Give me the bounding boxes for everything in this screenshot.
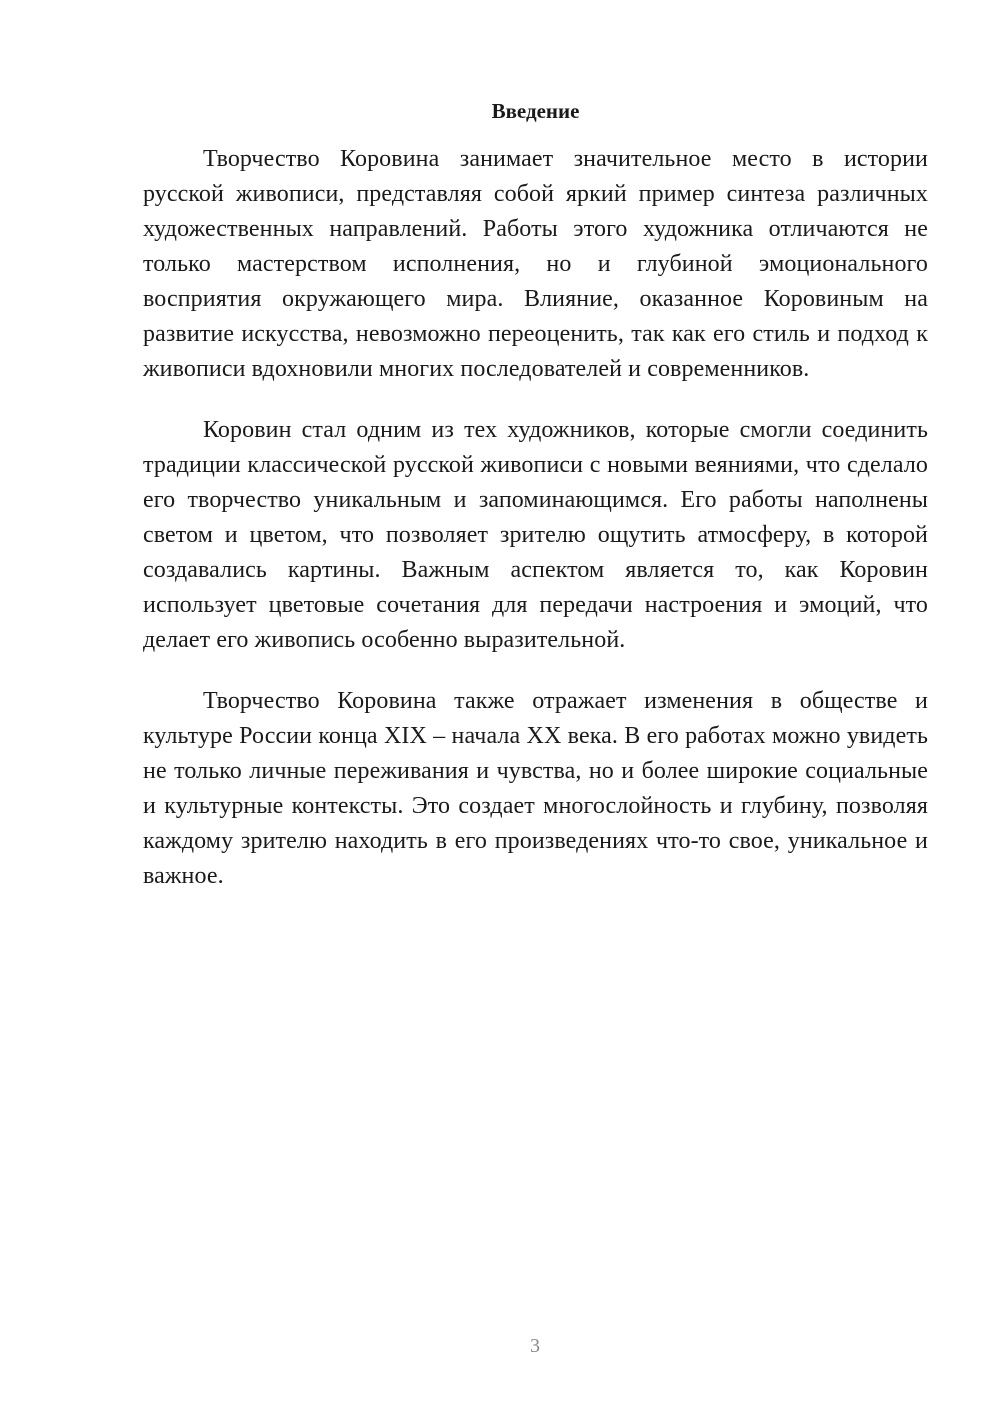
paragraph-2: Коровин стал одним из тех художников, которые смогли соединить традиции классической русской живописи с новыми веяниями, что сделало его творчество уникальным и запоминающимся. Его работы наполнены светом и цветом, что позволяет зрителю ощутить атмосферу, в которой создавались картины. Важным аспектом является то, как Коровин использует цветовые сочетания для передачи настроения и эмоций, что делает его живопись особенно выразительной. <box>143 417 928 653</box>
body-text <box>143 142 928 920</box>
section-heading: Введение <box>491 99 580 123</box>
paragraph-1: Творчество Коровина занимает значительное место в истории русской живописи, представляя собой яркий пример синтеза различных художественных направлений. Работы этого художника отличаются не только мастерством исполнения, но и глубиной эмоционального восприятия окружающего мира. Влияние, оказанное Коровиным на развитие искусства, невозможно переоценить, так как его стиль и подход к живописи вдохновили многих последователей и современников. <box>143 146 928 382</box>
page-number: 3 <box>530 1335 540 1357</box>
paragraph-3: Творчество Коровина также отражает изменения в обществе и культуре России конца XIX – начала XX века. В его работах можно увидеть не только личные переживания и чувства, но и более широкие социальные и культурные контексты. Это создает многослойность и глубину, позволяя каждому зрителю находить в его произведениях что-то свое, уникальное и важное. <box>143 688 928 889</box>
